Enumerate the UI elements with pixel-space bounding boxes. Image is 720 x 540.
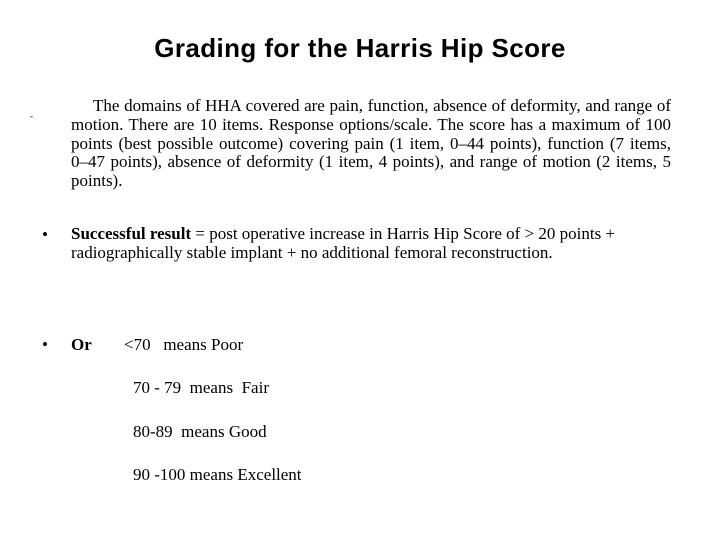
bullet-icon: • [42,225,48,244]
successful-result-label: Successful result [71,224,192,243]
grade-good: 80-89 means Good [133,422,267,441]
successful-result-text: = post operative increase in Harris Hip Score of > 20 points + radiographically stable implant + no additional femoral reconstruction. [71,224,616,262]
domains-paragraph: The domains of HHA covered are pain, function, absence of deformity, and range of motion. There are 10 items. Response options/scale. The score has a maximum of 100 points (best possible outcome) covering pain (1 item, 0–44 points), function (7 items, 0–47 points), absence of deformity (1 item, 4 points), and range of motion (2 items, 5 points). [71,96,671,191]
grade-fair: 70 - 79 means Fair [133,378,269,397]
successful-result-paragraph [71,225,671,263]
or-label: Or [71,335,92,354]
grade-poor: <70 means Poor [124,335,244,354]
small-bullet-marker: - [30,111,33,121]
bullet-icon: • [42,335,48,354]
grade-excellent: 90 -100 means Excellent [133,465,302,484]
slide-title: Grading for the Harris Hip Score [154,33,566,63]
